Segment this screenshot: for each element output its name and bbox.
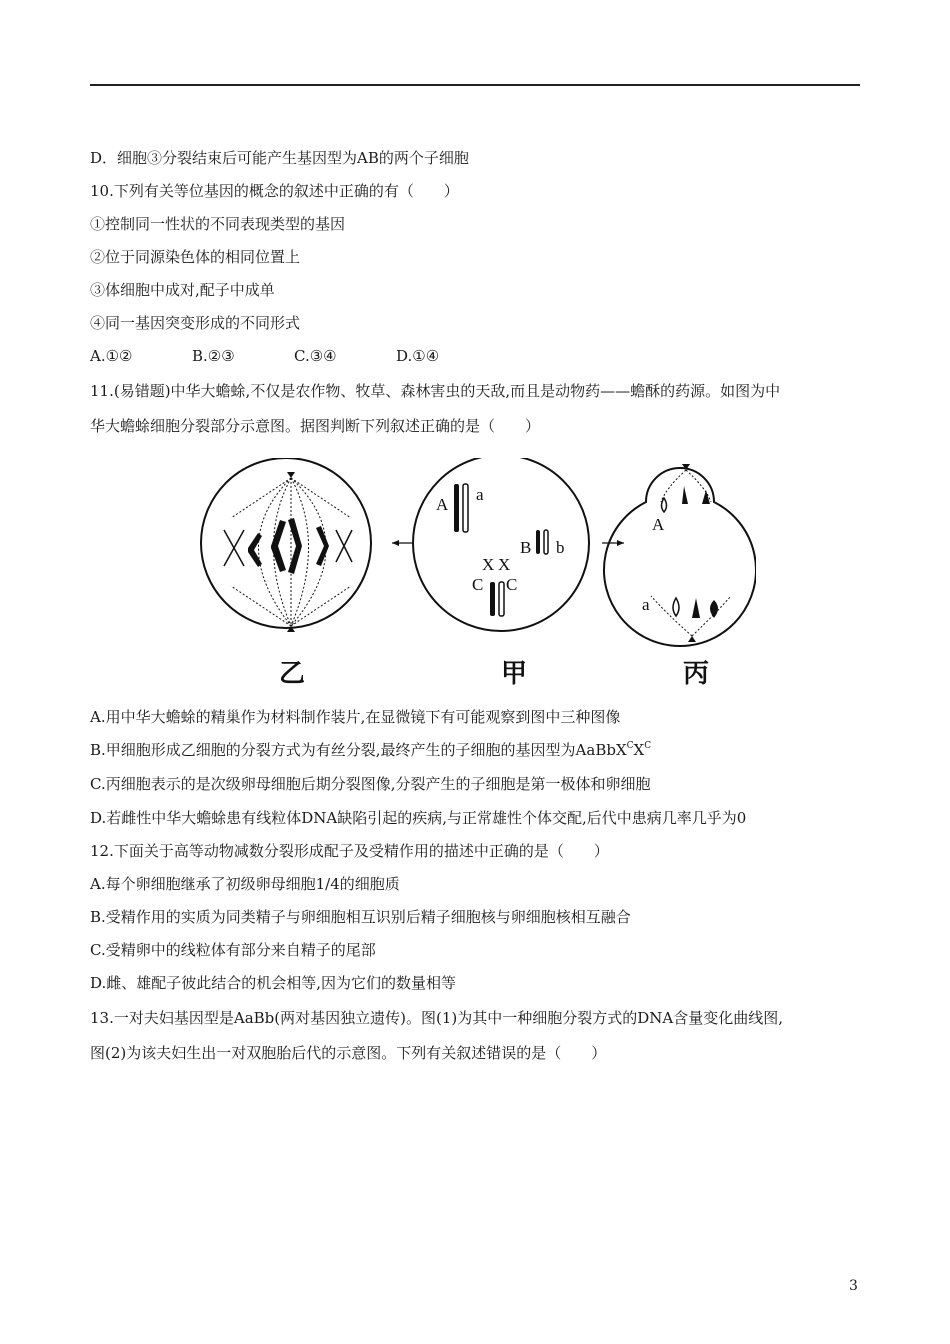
gene-label-bing-a: a bbox=[642, 595, 650, 614]
q11-option-a: A.用中华大蟾蜍的精巢作为材料制作装片,在显微镜下有可能观察到图中三种图像 bbox=[90, 708, 621, 726]
page-number: 3 bbox=[849, 1278, 858, 1294]
q11-option-c: C.丙细胞表示的是次级卵母细胞后期分裂图像,分裂产生的子细胞是第一极体和卵细胞 bbox=[90, 775, 651, 793]
gene-label-C1: C bbox=[472, 575, 484, 594]
centrosome-icon bbox=[287, 472, 295, 478]
q10-statement-3: ③体细胞中成对,配子中成单 bbox=[90, 281, 275, 299]
q12-stem: 12.下面关于高等动物减数分裂形成配子及受精作用的描述中正确的是（ ） bbox=[90, 842, 609, 860]
gene-label-C2: C bbox=[506, 575, 518, 594]
q11-stem-line1: 11.(易错题)中华大蟾蜍,不仅是农作物、牧草、森林害虫的天敌,而且是动物药——蟾酥的药源。如图为中 bbox=[90, 382, 781, 400]
q11-stem-line2: 华大蟾蜍细胞分裂部分示意图。据图判断下列叙述正确的是（ ） bbox=[90, 417, 541, 435]
q10-option-d: D.①④ bbox=[396, 347, 440, 365]
q10-statement-2: ②位于同源染色体的相同位置上 bbox=[90, 248, 301, 266]
q13-stem-line1: 13.一对夫妇基因型是AaBb(两对基因独立遗传)。图(1)为其中一种细胞分裂方式的DNA含量变化曲线图, bbox=[90, 1009, 783, 1027]
gene-label-b: b bbox=[556, 538, 565, 557]
q10-option-c: C.③④ bbox=[294, 347, 337, 365]
gene-label-X2: X bbox=[498, 555, 511, 574]
header-rule bbox=[90, 84, 860, 86]
q12-option-d: D.雌、雄配子彼此结合的机会相等,因为它们的数量相等 bbox=[90, 974, 457, 992]
cell-division-figure bbox=[196, 458, 756, 694]
q10-stem: 10.下列有关等位基因的概念的叙述中正确的有（ ） bbox=[90, 182, 459, 200]
gene-label-X1: X bbox=[482, 555, 495, 574]
gene-label-A: A bbox=[436, 495, 449, 514]
q12-option-a: A.每个卵细胞继承了初级卵母细胞1/4的细胞质 bbox=[90, 875, 400, 893]
q10-option-b: B.②③ bbox=[192, 347, 235, 365]
q10-options bbox=[90, 346, 498, 366]
q12-option-b: B.受精作用的实质为同类精子与卵细胞相互识别后精子细胞核与卵细胞核相互融合 bbox=[90, 908, 631, 926]
gene-label-bing-A: A bbox=[652, 515, 665, 534]
q12-option-c: C.受精卵中的线粒体有部分来自精子的尾部 bbox=[90, 941, 376, 959]
cell-bing-spindle bbox=[651, 470, 731, 636]
q10-option-a: A.①② bbox=[90, 347, 133, 365]
q13-stem-line2: 图(2)为该夫妇生出一对双胞胎后代的示意图。下列有关叙述错误的是（ ） bbox=[90, 1044, 607, 1062]
cell-label-bing: 丙 bbox=[682, 659, 710, 689]
q10-statement-1: ①控制同一性状的不同表现类型的基因 bbox=[90, 215, 346, 233]
q11-option-b: B.甲细胞形成乙细胞的分裂方式为有丝分裂,最终产生的子细胞的基因型为$AaBbX^CX^C$ bbox=[90, 741, 652, 759]
cell-label-yi: 乙 bbox=[278, 659, 306, 689]
cell-label-jia: 甲 bbox=[500, 659, 528, 689]
q9-option-d: D．细胞③分裂结束后可能产生基因型为AB的两个子细胞 bbox=[90, 149, 469, 167]
cell-bing-membrane bbox=[604, 468, 756, 646]
q10-statement-4: ④同一基因突变形成的不同形式 bbox=[90, 314, 301, 332]
q11-option-d: D.若雌性中华大蟾蜍患有线粒体DNA缺陷引起的疾病,与正常雄性个体交配,后代中患病几率几乎为0 bbox=[90, 809, 747, 827]
gene-label-B: B bbox=[520, 538, 532, 557]
gene-label-a: a bbox=[476, 485, 484, 504]
